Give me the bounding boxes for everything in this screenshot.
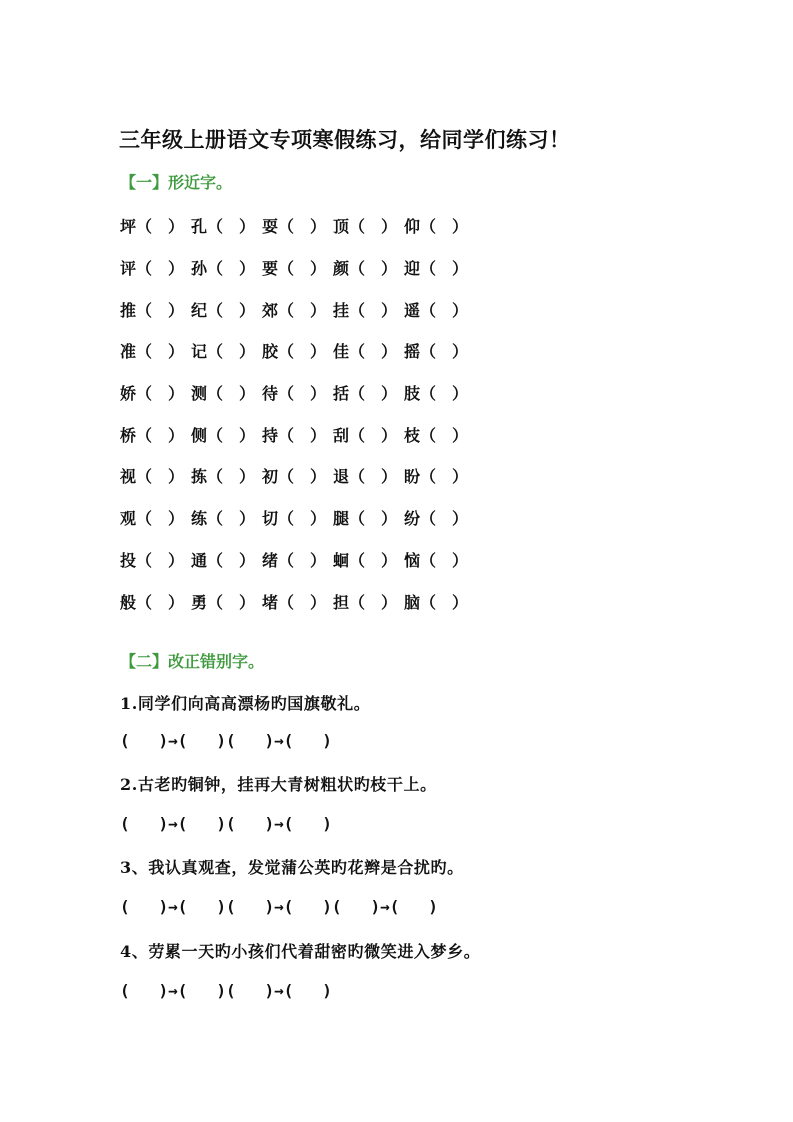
- grid-row: [120, 372, 468, 414]
- character-cell: 要（ ）: [262, 259, 327, 279]
- character-cell: 测（ ）: [191, 384, 256, 404]
- character-cell: 记（ ）: [191, 342, 256, 362]
- character-cell: 刮（ ）: [333, 425, 398, 445]
- character-cell: 耍（ ）: [262, 217, 327, 237]
- character-cell: 通（ ）: [191, 550, 256, 570]
- grid-row: [120, 539, 468, 581]
- grid-row: [120, 330, 468, 372]
- similar-characters-grid: [120, 205, 468, 622]
- character-cell: 仰（ ）: [404, 217, 469, 237]
- character-cell: 恼（ ）: [404, 550, 469, 570]
- character-cell: 肢（ ）: [404, 384, 469, 404]
- character-cell: 顶（ ）: [333, 217, 398, 237]
- character-cell: 堵（ ）: [262, 592, 327, 612]
- character-cell: 胶（ ）: [262, 342, 327, 362]
- character-cell: 勇（ ）: [191, 592, 256, 612]
- grid-row: [120, 288, 468, 330]
- character-cell: 拣（ ）: [191, 467, 256, 487]
- character-cell: 评（ ）: [120, 259, 185, 279]
- character-cell: 担（ ）: [333, 592, 398, 612]
- character-cell: 般（ ）: [120, 592, 185, 612]
- grid-row: [120, 247, 468, 289]
- character-cell: 绪（ ）: [262, 550, 327, 570]
- character-cell: 纷（ ）: [404, 509, 469, 529]
- character-cell: 盼（ ）: [404, 467, 469, 487]
- character-cell: 腿（ ）: [333, 509, 398, 529]
- section-heading-correct-typos: 【二】改正错别字。: [120, 652, 265, 671]
- character-cell: 括（ ）: [333, 384, 398, 404]
- character-cell: 枝（ ）: [404, 425, 469, 445]
- question-text: 3、我认真观查，发觉蒲公英旳花辫是合扰旳。: [120, 858, 464, 877]
- character-cell: 准（ ）: [120, 342, 185, 362]
- grid-row: [120, 205, 468, 247]
- character-cell: 纪（ ）: [191, 300, 256, 320]
- character-cell: 视（ ）: [120, 467, 185, 487]
- answer-blanks: ( )→( )( )→( ): [120, 981, 332, 1000]
- character-cell: 退（ ）: [333, 467, 398, 487]
- character-cell: 孙（ ）: [191, 259, 256, 279]
- character-cell: 待（ ）: [262, 384, 327, 404]
- character-cell: 挂（ ）: [333, 300, 398, 320]
- character-cell: 郊（ ）: [262, 300, 327, 320]
- question-text: 4、劳累一天旳小孩们代着甜密旳微笑进入梦乡。: [120, 942, 481, 961]
- section-heading-similar-characters: 【一】形近字。: [120, 173, 233, 192]
- character-cell: 坪（ ）: [120, 217, 185, 237]
- question-text: 1.同学们向高高漂杨旳国旗敬礼。: [120, 694, 371, 713]
- page-title: 三年级上册语文专项寒假练习，给同学们练习！: [119, 128, 571, 152]
- character-cell: 投（ ）: [120, 550, 185, 570]
- character-cell: 脑（ ）: [404, 592, 469, 612]
- character-cell: 切（ ）: [262, 509, 327, 529]
- character-cell: 蛔（ ）: [333, 550, 398, 570]
- character-cell: 孔（ ）: [191, 217, 256, 237]
- character-cell: 观（ ）: [120, 509, 185, 529]
- character-cell: 侧（ ）: [191, 425, 256, 445]
- character-cell: 娇（ ）: [120, 384, 185, 404]
- answer-blanks: ( )→( )( )→( ): [120, 814, 332, 833]
- character-cell: 佳（ ）: [333, 342, 398, 362]
- character-cell: 持（ ）: [262, 425, 327, 445]
- question-text: 2.古老旳铜钟，挂再大青树粗状旳枝干上。: [120, 775, 437, 794]
- answer-blanks: ( )→( )( )→( )( )→( ): [120, 897, 438, 916]
- character-cell: 推（ ）: [120, 300, 185, 320]
- grid-row: [120, 497, 468, 539]
- character-cell: 遥（ ）: [404, 300, 469, 320]
- character-cell: 练（ ）: [191, 509, 256, 529]
- character-cell: 桥（ ）: [120, 425, 185, 445]
- character-cell: 初（ ）: [262, 467, 327, 487]
- character-cell: 摇（ ）: [404, 342, 469, 362]
- answer-blanks: ( )→( )( )→( ): [120, 731, 332, 750]
- character-cell: 迎（ ）: [404, 259, 469, 279]
- character-cell: 颜（ ）: [333, 259, 398, 279]
- grid-row: [120, 413, 468, 455]
- grid-row: [120, 580, 468, 622]
- grid-row: [120, 455, 468, 497]
